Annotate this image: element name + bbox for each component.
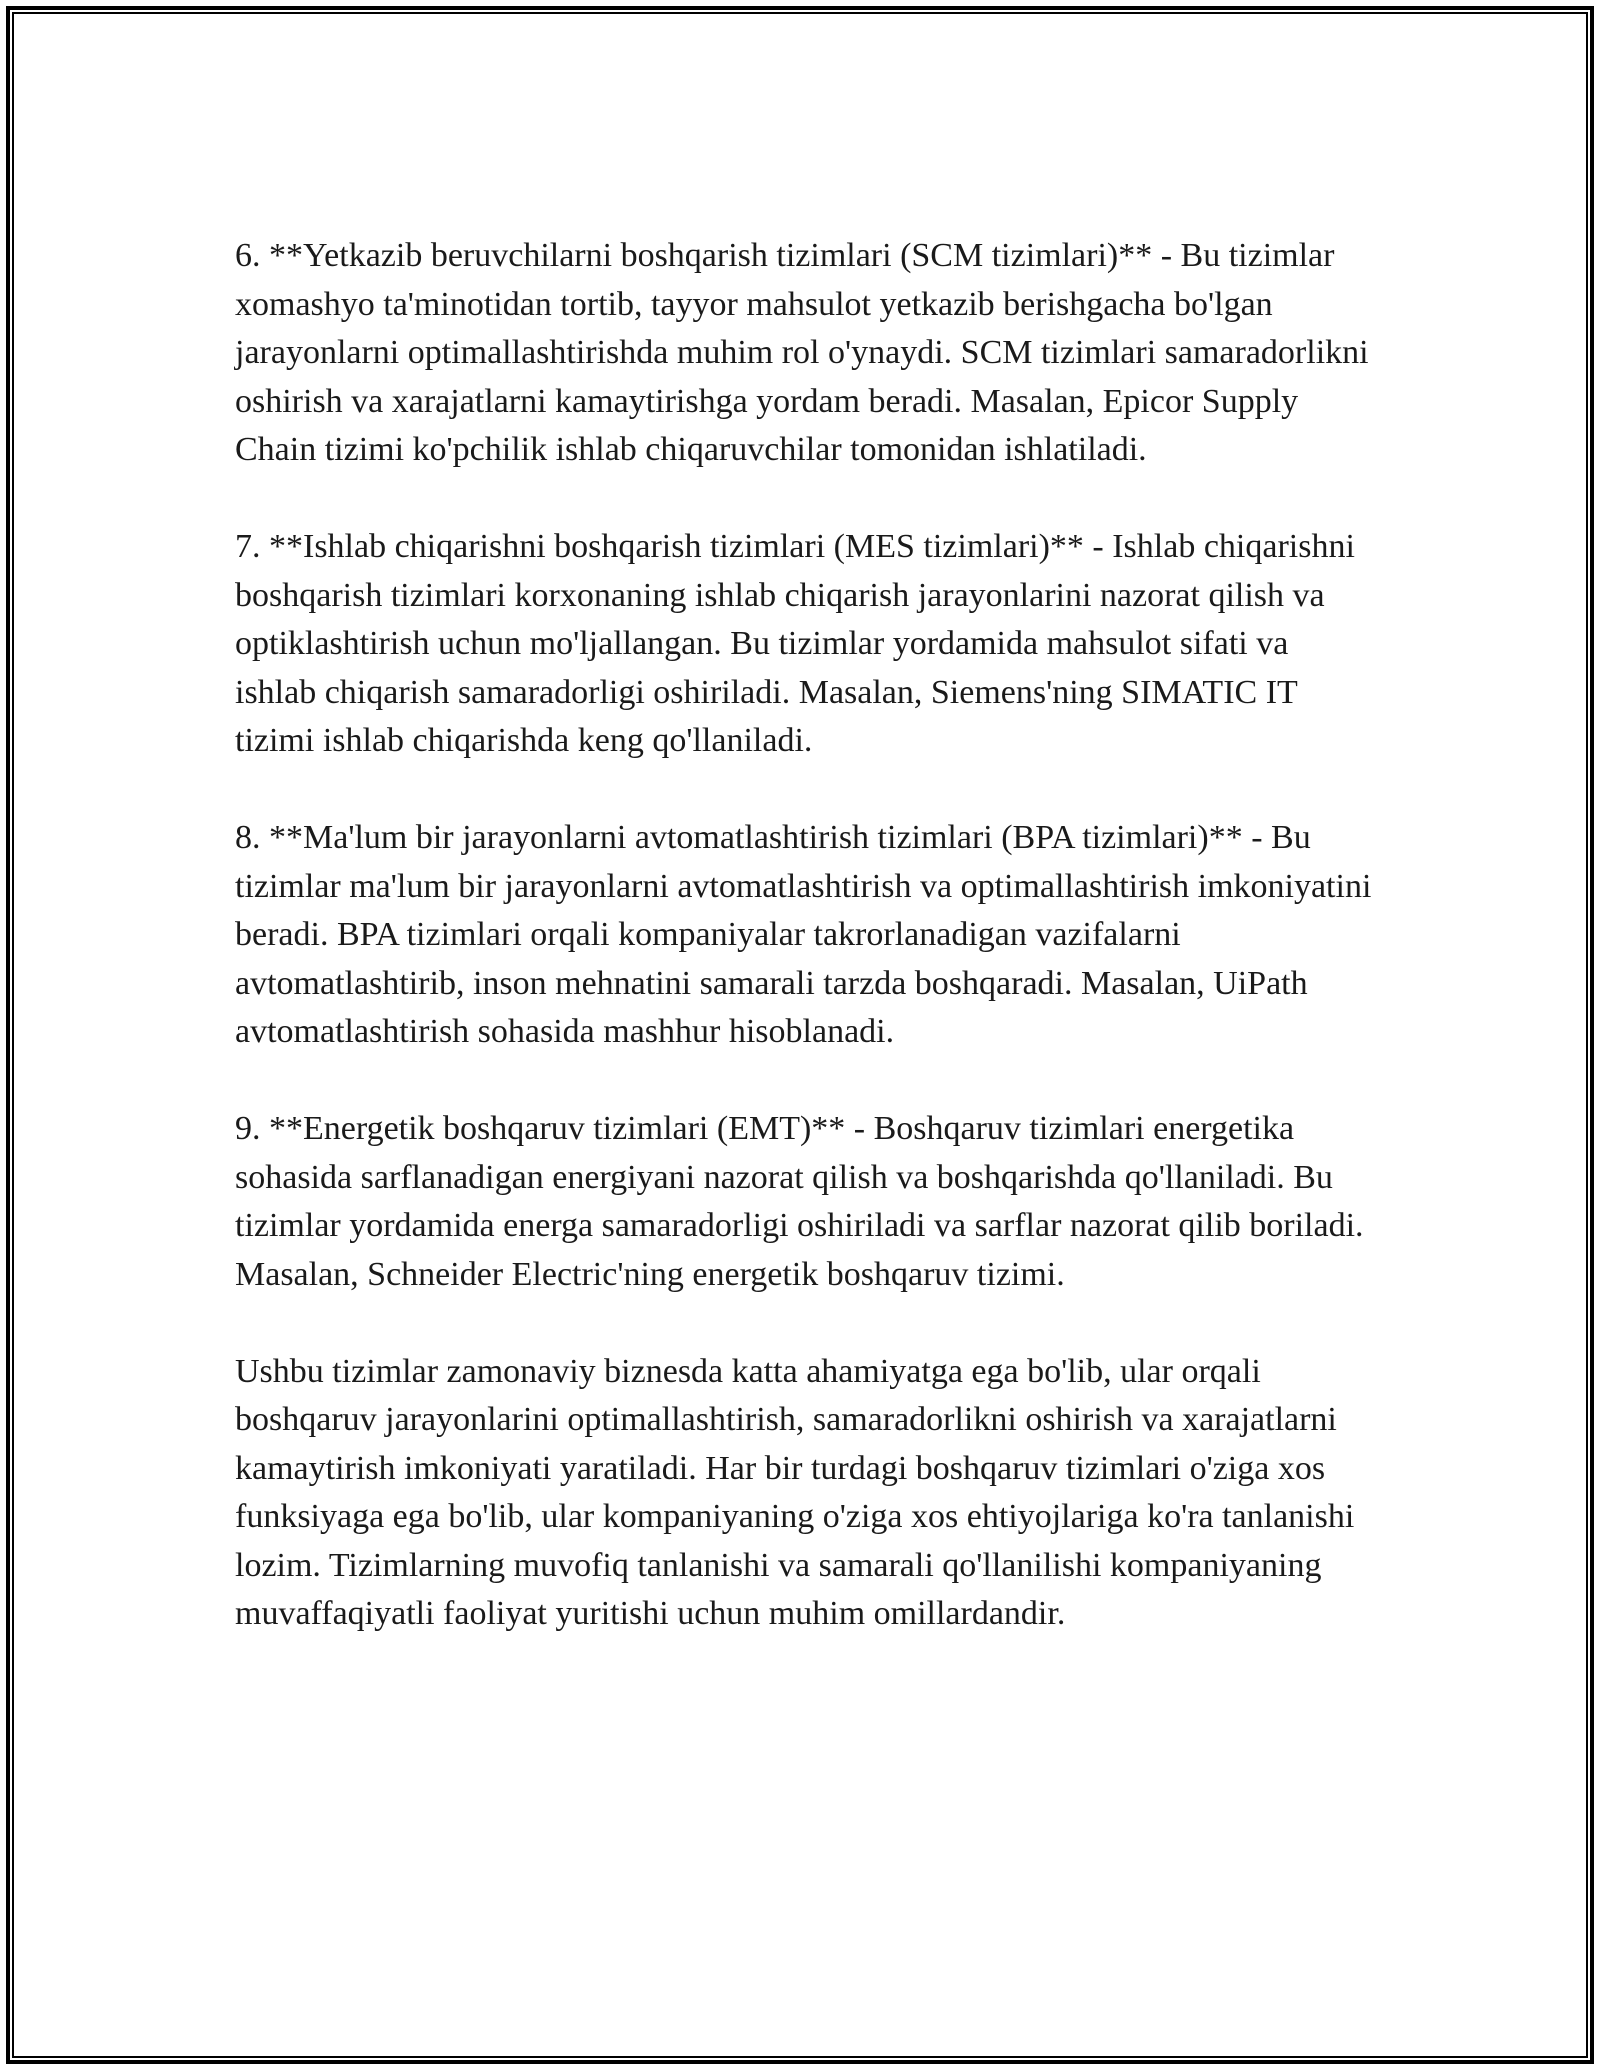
paragraph-bpa-systems: 8. **Ma'lum bir jarayonlarni avtomatlashtirish tizimlari (BPA tizimlari)** - Bu tizimlar ma'lum bir jarayonlarni avtomatlashtirish va optimallashtirish imkoniyatini beradi. BPA tizimlari orqali kompaniyalar takrorlanadigan vazifalarni avtomatlashtirib, inson mehnatini samarali tarzda boshqaradi. Masalan, UiPath avtomatlashtirish sohasida mashhur hisoblanadi. bbox=[235, 819, 1372, 1050]
paragraph-scm-systems: 6. **Yetkazib beruvchilarni boshqarish tizimlari (SCM tizimlari)** - Bu tizimlar xomashyo ta'minotidan tortib, tayyor mahsulot yetkazib berishgacha bo'lgan jarayonlarni optimallashtirishda muhim rol o'ynaydi. SCM tizimlari samaradorlikni oshirish va xarajatlarni kamaytirishga yordam beradi. Masalan, Epicor Supply Chain tizimi ko'pchilik ishlab chiqaruvchilar tomonidan ishlatiladi. bbox=[235, 237, 1369, 468]
paragraph-mes-systems: 7. **Ishlab chiqarishni boshqarish tizimlari (MES tizimlari)** - Ishlab chiqarishni boshqarish tizimlari korxonaning ishlab chiqarish jarayonlarini nazorat qilish va optiklashtirish uchun mo'ljallangan. Bu tizimlar yordamida mahsulot sifati va ishlab chiqarish samaradorligi oshiriladi. Masalan, Siemens'ning SIMATIC IT tizimi ishlab chiqarishda keng qo'llaniladi. bbox=[235, 528, 1355, 759]
paragraph-emt-systems: 9. **Energetik boshqaruv tizimlari (EMT)** - Boshqaruv tizimlari energetika sohasida sarflanadigan energiyani nazorat qilish va boshqarishda qo'llaniladi. Bu tizimlar yordamida energa samaradorligi oshiriladi va sarflar nazorat qilib boriladi. Masalan, Schneider Electric'ning energetik boshqaruv tizimi. bbox=[235, 1110, 1364, 1293]
paragraph-conclusion: Ushbu tizimlar zamonaviy biznesda katta ahamiyatga ega bo'lib, ular orqali boshqaruv jarayonlarini optimallashtirish, samaradorlikni oshirish va xarajatlarni kamaytirish imkoniyati yaratiladi. Har bir turdagi boshqaruv tizimlari o'ziga xos funksiyaga ega bo'lib, ular kompaniyaning o'ziga xos ehtiyojlariga ko'ra tanlanishi lozim. Tizimlarning muvofiq tanlanishi va samarali qo'llanilishi kompaniyaning muvaffaqiyatli faoliyat yuritishi uchun muhim omillardandir. bbox=[235, 1352, 1355, 1632]
document-body bbox=[235, 232, 1375, 1687]
